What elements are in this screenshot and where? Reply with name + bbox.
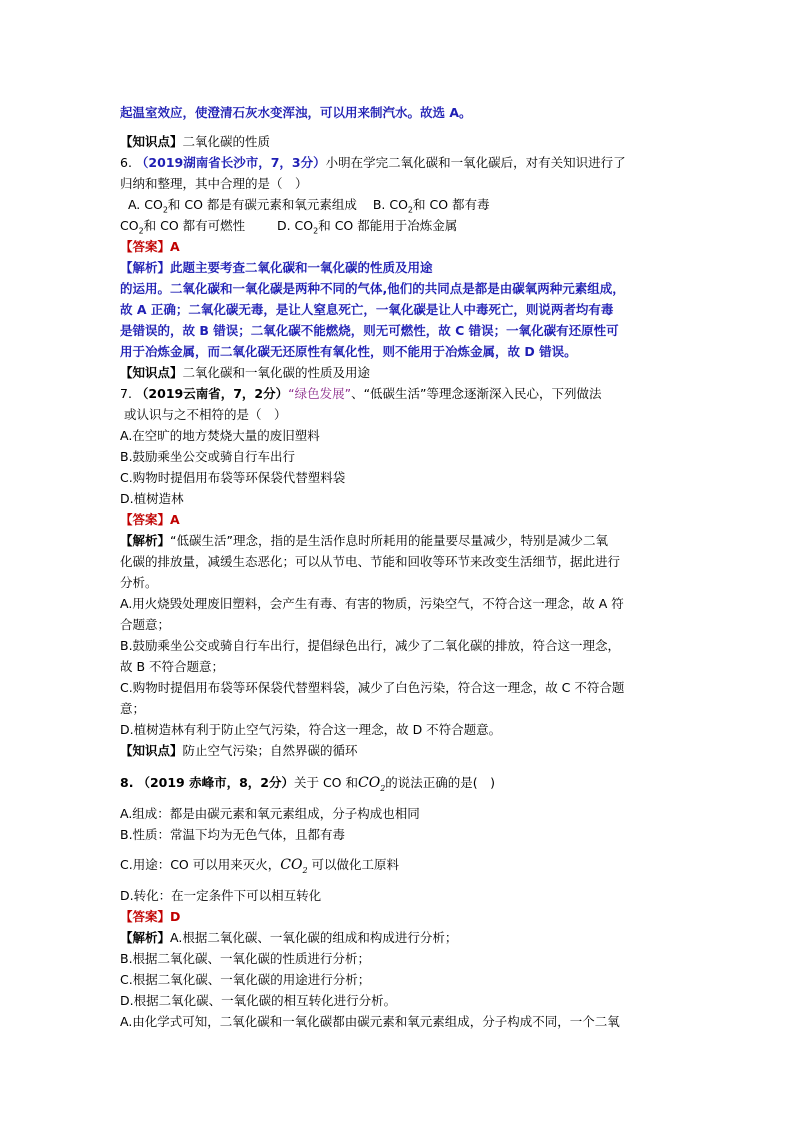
option-b: B.鼓励乘坐公交或骑自行车出行 — [120, 449, 296, 464]
explanation-line: A.用火烧毁处理废旧塑料，会产生有毒、有害的物质，污染空气，不符合这一理念，故 A 符 — [120, 596, 624, 611]
knowledge-point-text: 二氧化碳和一氧化碳的性质及用途 — [182, 365, 371, 380]
question-source: （2019 赤峰市，8，2分） — [137, 775, 294, 790]
option-d: D. $CO_2$和 CO 都能用于冶炼金属 — [276, 218, 458, 236]
explanation-line: 分析。 — [120, 575, 158, 590]
explanation-line: 化碳的排放量，减缓生态恶化；可以从节电、节能和回收等环节来改变生活细节，据此进行 — [120, 554, 621, 569]
knowledge-point-text: 二氧化碳的性质 — [182, 134, 271, 149]
question-stem: 小明在学完二氧化碳和一氧化碳后，对有关知识进行了 — [325, 155, 626, 170]
explanation-line: 合题意； — [120, 617, 171, 632]
option-d: D.植树造林 — [120, 491, 184, 506]
question-stem: 等理念逐渐深入民心，下列做法 — [426, 386, 602, 401]
knowledge-point-row — [120, 740, 680, 761]
answer-tag: 【答案】 — [120, 909, 171, 924]
continued-explanation-line: 起温室效应，使澄清石灰水变浑浊，可以用来制汽水。故选 A。 — [120, 105, 472, 120]
q8-stem: 8. （2019 赤峰市，8，2分）关于 CO 和$CO_2$的说法正确的是( ) — [120, 775, 496, 793]
explanation-row — [120, 927, 680, 948]
option-c: C.购物时提倡用布袋等环保袋代替塑料袋 — [120, 470, 346, 485]
question-source: （2019湖南省长沙市，7，3分） — [135, 155, 326, 170]
knowledge-point-tag: 【知识点】 — [120, 134, 183, 149]
explanation-line: C.购物时提倡用布袋等环保袋代替塑料袋，减少了白色污染，符合这一理念，故 C 不符合题 — [120, 680, 625, 695]
option-a: A.组成：都是由碳元素和氧元素组成，分子构成也相同 — [120, 806, 420, 821]
explanation-line: A.由化学式可知，二氧化碳和一氧化碳都由碳元素和氧元素组成，分子构成不同，一个二氧 — [120, 1014, 620, 1029]
knowledge-point-text: 防止空气污染；自然界碳的循环 — [182, 743, 358, 758]
explanation-title: 此题主要考查二氧化碳和一氧化碳的性质及用途 — [170, 260, 433, 275]
question-stem: 关于 CO 和 — [293, 775, 358, 790]
answer-value: A — [170, 239, 180, 254]
option-b: B.性质：常温下均为无色气体，且都有毒 — [120, 827, 346, 842]
explanation-row — [120, 257, 680, 278]
option-a: A. $CO_2$和 CO 都是有碳元素和氧元素组成 — [127, 197, 357, 215]
answer-tag: 【答案】 — [120, 512, 171, 527]
co2-formula: $CO_2$ — [358, 775, 386, 793]
explanation-row — [120, 530, 680, 551]
explanation-line: 故 B 不符合题意； — [120, 659, 225, 674]
option-d: D.转化：在一定条件下可以相互转化 — [120, 888, 322, 903]
option-b: B. $CO_2$和 CO 都有毒 — [372, 197, 490, 215]
option-c: C.用途：CO 可以用来灭火，$CO_2$ 可以做化工原料 — [120, 857, 400, 875]
explanation-line: “低碳生活”理念，指的是生活作息时所耗用的能量要尽量减少，特别是减少二氧 — [170, 533, 608, 548]
explanation-line: D.根据二氧化碳、一氧化碳的相互转化进行分析。 — [120, 993, 397, 1008]
explanation-line: B.鼓励乘坐公交或骑自行车出行，提倡绿色出行，减少了二氧化碳的排放，符合这一理念， — [120, 638, 621, 653]
option-a: A.在空旷的地方焚烧大量的废旧塑料 — [120, 428, 320, 443]
answer-row — [120, 509, 680, 530]
explanation-tag: 【解析】 — [120, 930, 171, 945]
q6-stem-cont: 归纳和整理，其中合理的是（ ） — [120, 176, 308, 191]
option-c: $CO_2$和 CO 都有可燃性 — [120, 218, 246, 236]
explanation-line: 用于冶炼金属，而二氧化碳无还原性有氧化性，则不能用于冶炼金属，故 D 错误。 — [120, 344, 577, 359]
explanation-tag: 【解析】 — [120, 260, 171, 275]
q7-stem-cont: 或认识与之不相符的是（ ） — [123, 407, 287, 422]
answer-value: D — [170, 909, 181, 924]
question-source: （2019云南省，7，2分） — [135, 386, 289, 401]
explanation-line: 是错误的，故 B 错误；二氧化碳不能燃烧，则无可燃性，故 C 错误；一氧化碳有还原性可 — [120, 323, 619, 338]
question-number: 6. — [120, 155, 132, 170]
q6-stem — [120, 152, 680, 173]
answer-tag: 【答案】 — [120, 239, 171, 254]
question-number: 8. — [120, 775, 134, 790]
explanation-line: 故 A 正确；二氧化碳无毒，是让人窒息死亡，一氧化碳是让人中毒死亡，则说两者均有毒 — [120, 302, 614, 317]
answer-row — [120, 906, 680, 927]
explanation-line: 的运用。二氧化碳和一氧化碳是两种不同的气体,他们的共同点是都是由碳氧两种元素组成， — [120, 281, 625, 296]
document-page — [120, 102, 680, 1032]
explanation-line: B.根据二氧化碳、一氧化碳的性质进行分析； — [120, 951, 371, 966]
q7-stem: 7. （2019云南省，7，2分）“绿色发展”、“低碳生活”等理念逐渐深入民心，下列做法 — [120, 386, 602, 401]
explanation-line: 意； — [120, 701, 146, 716]
question-number: 7. — [120, 386, 132, 401]
knowledge-point-tag: 【知识点】 — [120, 365, 183, 380]
quote-green-development: “绿色发展” — [288, 386, 352, 401]
knowledge-point-tag: 【知识点】 — [120, 743, 183, 758]
explanation-line: C.根据二氧化碳、一氧化碳的用途进行分析； — [120, 972, 371, 987]
answer-row — [120, 236, 680, 257]
explanation-line: A.根据二氧化碳、一氧化碳的组成和构成进行分析； — [170, 930, 458, 945]
answer-value: A — [170, 512, 180, 527]
explanation-line: D.植树造林有利于防止空气污染，符合这一理念，故 D 不符合题意。 — [120, 722, 502, 737]
q6-options-cd — [120, 215, 680, 236]
q6-options-ab — [120, 194, 680, 215]
knowledge-point-row — [120, 362, 680, 383]
co2-formula: $CO_2$ — [280, 857, 308, 875]
quote-low-carbon: “低碳生活” — [363, 386, 427, 401]
knowledge-point-row — [120, 131, 680, 152]
explanation-tag: 【解析】 — [120, 533, 171, 548]
